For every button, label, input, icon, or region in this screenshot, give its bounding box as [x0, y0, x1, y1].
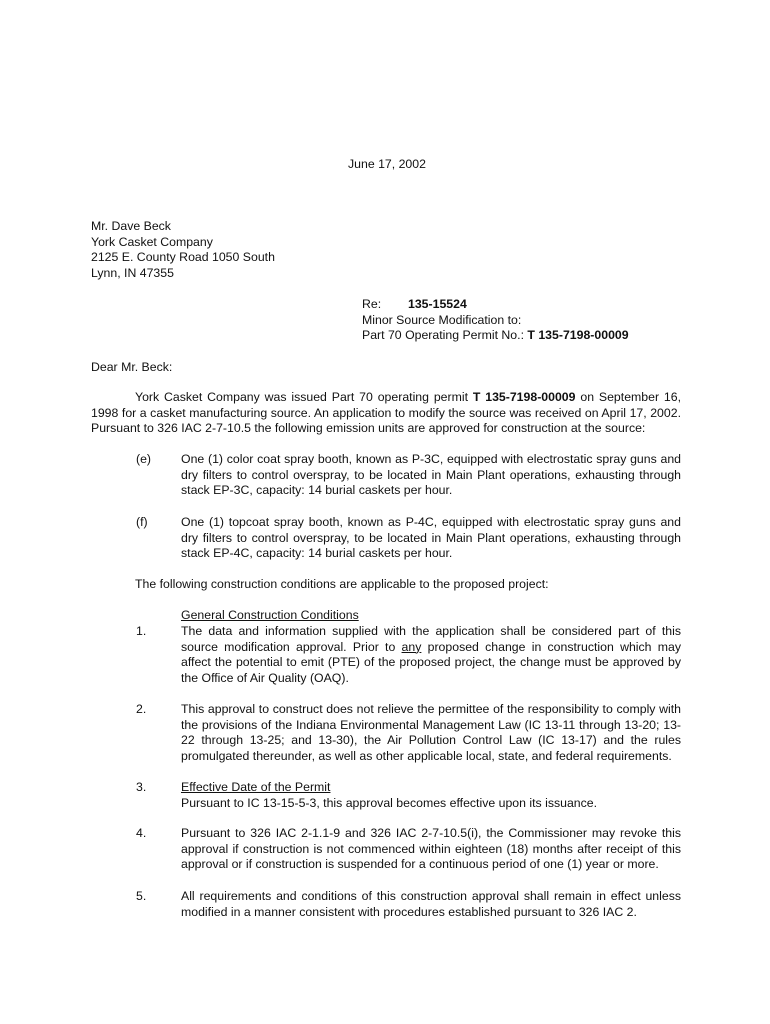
intro-paragraph: [91, 390, 681, 437]
condition-marker: 1.: [136, 624, 147, 638]
emission-unit-marker: (e): [136, 452, 152, 466]
emission-unit-text: One (1) topcoat spray booth, known as P-4C, equipped with electrostatic spray guns and dry filters to control overspray, to be located in Main Plant operations, exhausting through stack EP-4C, capacity: 14 burial caskets per hour.: [181, 515, 681, 561]
recipient-company: York Casket Company: [91, 234, 213, 249]
re-label: Re:: [362, 297, 382, 311]
salutation: Dear Mr. Beck:: [91, 360, 173, 374]
condition-text: All requirements and conditions of this construction approval shall remain in effect unless modified in a manner consistent with procedures established pursuant to 326 IAC 2.: [181, 889, 681, 919]
condition-text: Pursuant to 326 IAC 2-1.1-9 and 326 IAC 2-7-10.5(i), the Commissioner may revoke this approval if construction is not commenced within eighteen (18) months after receipt of this approval or if construction is suspended for a continuous period of one (1) year or more.: [181, 826, 681, 872]
recipient-city: Lynn, IN 47355: [91, 265, 174, 280]
underlined-any: any: [401, 639, 422, 654]
condition-item: [91, 780, 681, 811]
intro-text-a: York Casket Company was issued Part 70 operating permit: [135, 390, 473, 404]
letter-date: June 17, 2002: [348, 157, 426, 171]
condition-item: [91, 889, 681, 920]
condition-text: This approval to construct does not relieve the permittee of the responsibility to comply with the provisions of the Indiana Environmental Management Law (IC 13-11 through 13-20; 13-22 through 13-25; and 13-30), the Air Pollution Control Law (IC 13-17) and the rules promulgated thereunder, as well as other applicable local, state, and federal requirements.: [181, 702, 681, 763]
condition-marker: 4.: [136, 826, 147, 840]
re-line3-prefix: Part 70 Operating Permit No.:: [362, 328, 528, 343]
recipient-name: Mr. Dave Beck: [91, 219, 171, 233]
re-line2: Minor Source Modification to:: [362, 312, 522, 327]
conditions-intro: The following construction conditions are applicable to the proposed project:: [135, 577, 549, 591]
condition-marker: 5.: [136, 889, 147, 903]
condition-item: [91, 624, 681, 686]
condition-text: Effective Date of the Permit Pursuant to IC 13-15-5-3, this approval becomes effective upon its issuance.: [181, 780, 598, 810]
general-conditions-heading: General Construction Conditions: [181, 608, 359, 622]
recipient-street: 2125 E. County Road 1050 South: [91, 250, 275, 265]
condition-item: [91, 826, 681, 873]
emission-unit-item: [91, 515, 681, 562]
emission-unit-marker: (f): [136, 515, 148, 529]
intro-text-b: on September 16, 1998 for a casket manufacturing source. An application to modify the source was received on April 17, 2002. Pursuant to 326 IAC 2-7-10.5 the following emission units are approved for construction at the source:: [91, 390, 681, 436]
intro-permit-number: T 135-7198-00009: [472, 390, 576, 404]
condition-text: The data and information supplied with the application shall be considered part of this source modification approval. Prior to any proposed change in construction which may affect the potential to emit (PTE) of the proposed project, the change must be approved by the Office of Air Quality (OAQ).: [181, 624, 681, 685]
recipient-address: [91, 219, 275, 281]
effective-date-heading: Effective Date of the Permit: [181, 780, 331, 794]
condition-marker: 2.: [136, 702, 147, 716]
re-permit-number: T 135-7198-00009: [527, 328, 629, 343]
emission-unit-item: [91, 452, 681, 499]
emission-unit-text: One (1) color coat spray booth, known as P-3C, equipped with electrostatic spray guns and dry filters to control overspray, to be located in Main Plant operations, exhausting through stack EP-3C, capacity: 14 burial caskets per hour.: [181, 452, 681, 498]
reference-block: [362, 297, 629, 344]
re-number: 135-15524: [408, 297, 467, 311]
condition-item: [91, 702, 681, 764]
condition-marker: 3.: [136, 780, 147, 794]
